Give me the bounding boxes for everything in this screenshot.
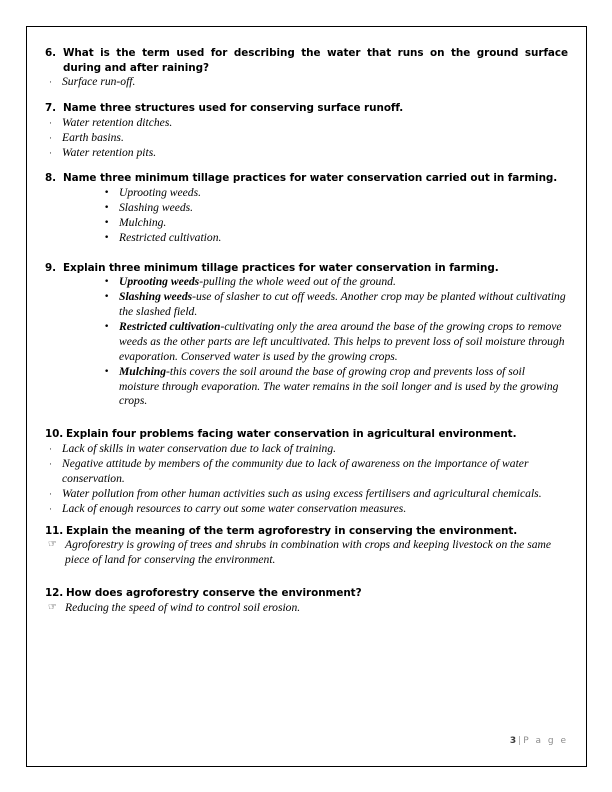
round-bullet-icon: • (104, 188, 110, 198)
answer-text: Lack of skills in water conservation due to lack of training. (62, 441, 337, 455)
dash-bullet-icon: · (49, 443, 52, 454)
answer-text (119, 365, 568, 410)
page-label: P a g e (523, 736, 568, 746)
answer-item (104, 320, 568, 365)
question-text-9: Explain three minimum tillage practices for water conservation in farming. (63, 261, 499, 274)
answer-item (104, 201, 568, 216)
page-number: 3 (509, 736, 517, 746)
answer-item (45, 75, 568, 90)
answer-body: -pulling the whole weed out of the ground. (199, 275, 396, 289)
question-block-11 (45, 524, 568, 568)
answer-item (104, 216, 568, 231)
answer-text: Agroforestry is growing of trees and shrubs in combination with crops and keeping livestock on the same piece of land for conserving the environment. (65, 538, 552, 566)
answer-body: -cultivating only the area around the base of the growing crops to remove weeds as the other parts are left uncultivated. This helps to prevent loss of soil moisture through evaporation. Conserved water is used by the growing crops. (119, 319, 565, 363)
answer-item (104, 186, 568, 201)
question-block-8 (45, 171, 568, 245)
answer-text: Negative attitude by members of the community due to lack of awareness on the importance of water conservation. (62, 456, 529, 485)
answer-text: Slashing weeds. (119, 200, 194, 214)
question-number-7: 7. (45, 102, 56, 115)
answer-item (104, 275, 568, 290)
pointing-hand-icon: ☞ (48, 601, 57, 613)
round-bullet-icon: • (104, 277, 110, 288)
answer-item (45, 538, 568, 568)
answer-text: Mulching. (119, 215, 167, 229)
dash-bullet-icon: · (49, 458, 52, 469)
question-heading-9 (45, 261, 568, 276)
spacer (45, 160, 568, 171)
page-footer (510, 736, 568, 746)
answer-item (104, 231, 568, 246)
round-bullet-icon: • (104, 366, 110, 377)
dash-bullet-icon: · (49, 132, 52, 143)
answer-lead-term: Uprooting weeds (119, 275, 200, 289)
answer-text: Lack of enough resources to carry out some water conservation measures. (62, 501, 407, 515)
answer-list-8 (45, 186, 568, 246)
question-text-12: How does agroforestry conserve the environment? (66, 586, 362, 599)
dash-bullet-icon: · (49, 117, 52, 128)
question-text-10: Explain four problems facing water conservation in agricultural environment. (66, 428, 517, 441)
question-block-7 (45, 101, 568, 160)
answer-text: Surface run-off. (62, 75, 136, 89)
question-number-9: 9. (45, 261, 56, 274)
answer-list-12 (45, 601, 568, 616)
spacer (45, 517, 568, 524)
answer-text: Earth basins. (62, 130, 124, 144)
answer-text: Water retention pits. (62, 145, 157, 159)
question-block-10 (45, 427, 568, 516)
answer-text: Water retention ditches. (62, 115, 173, 129)
answer-body: -this covers the soil around the base of growing crop and prevents loss of soil moisture through evaporation. The water remains in the soil longer and is used by the growing crops. (119, 364, 559, 408)
answer-item (104, 365, 568, 410)
answer-text (119, 290, 568, 320)
round-bullet-icon: • (104, 217, 110, 228)
answer-list-6 (45, 75, 568, 90)
answer-item (45, 146, 568, 161)
question-block-6 (45, 46, 568, 90)
answer-text (119, 320, 568, 365)
answer-text: Restricted cultivation. (119, 230, 222, 244)
question-number-8: 8. (45, 172, 56, 185)
question-text-11: Explain the meaning of the term agroforestry in conserving the environment. (66, 524, 518, 537)
answer-list-9 (45, 275, 568, 409)
answer-lead-term: Mulching (119, 364, 167, 378)
page-separator: | (518, 736, 522, 746)
answer-lead-term: Slashing weeds (119, 290, 193, 304)
question-number-6: 6. (45, 47, 56, 59)
answer-text (119, 275, 568, 290)
round-bullet-icon: • (104, 321, 110, 332)
dash-bullet-icon: · (49, 77, 52, 88)
dash-bullet-icon: · (49, 488, 52, 499)
answer-item (104, 290, 568, 320)
spacer (45, 246, 568, 261)
pointing-hand-icon: ☞ (48, 539, 57, 551)
question-heading-8 (45, 171, 568, 186)
answer-text: Water pollution from other human activities such as using excess fertilisers and agricultural chemicals. (62, 486, 542, 500)
dash-bullet-icon: · (49, 147, 52, 158)
answer-item (45, 601, 568, 616)
answer-list-11 (45, 538, 568, 568)
answer-list-10 (45, 442, 568, 517)
answer-item (45, 442, 568, 457)
page-content (45, 46, 568, 746)
dash-bullet-icon: · (49, 503, 52, 514)
question-heading-10 (45, 427, 568, 442)
answer-item (45, 502, 568, 517)
answer-item (45, 131, 568, 146)
question-block-12 (45, 586, 568, 616)
question-number-11: 11. (45, 524, 64, 537)
question-text-8: Name three minimum tillage practices for water conservation carried out in farming. (63, 172, 558, 185)
question-heading-6 (45, 46, 568, 75)
round-bullet-icon: • (104, 232, 110, 243)
round-bullet-icon: • (104, 292, 110, 303)
spacer (45, 90, 568, 101)
answer-item (45, 487, 568, 502)
question-heading-12 (45, 586, 568, 601)
question-number-10: 10. (45, 428, 64, 441)
answer-lead-term: Restricted cultivation (119, 319, 221, 333)
question-text-7: Name three structures used for conserving surface runoff. (63, 102, 404, 115)
answer-text: Reducing the speed of wind to control soil erosion. (65, 600, 301, 614)
spacer (45, 409, 568, 427)
answer-body: -use of slasher to cut off weeds. Another crop may be planted without cultivating the slashed field. (119, 290, 566, 319)
answer-text: Uprooting weeds. (119, 186, 202, 199)
question-heading-11 (45, 524, 568, 539)
round-bullet-icon: • (104, 202, 110, 213)
question-number-12: 12. (45, 586, 64, 599)
spacer (45, 568, 568, 586)
question-text-6: What is the term used for describing the water that runs on the ground surface during and after raining? (63, 47, 568, 74)
answer-list-7 (45, 116, 568, 161)
question-block-9 (45, 261, 568, 410)
answer-item (45, 116, 568, 131)
question-heading-7 (45, 101, 568, 116)
answer-item (45, 457, 568, 487)
